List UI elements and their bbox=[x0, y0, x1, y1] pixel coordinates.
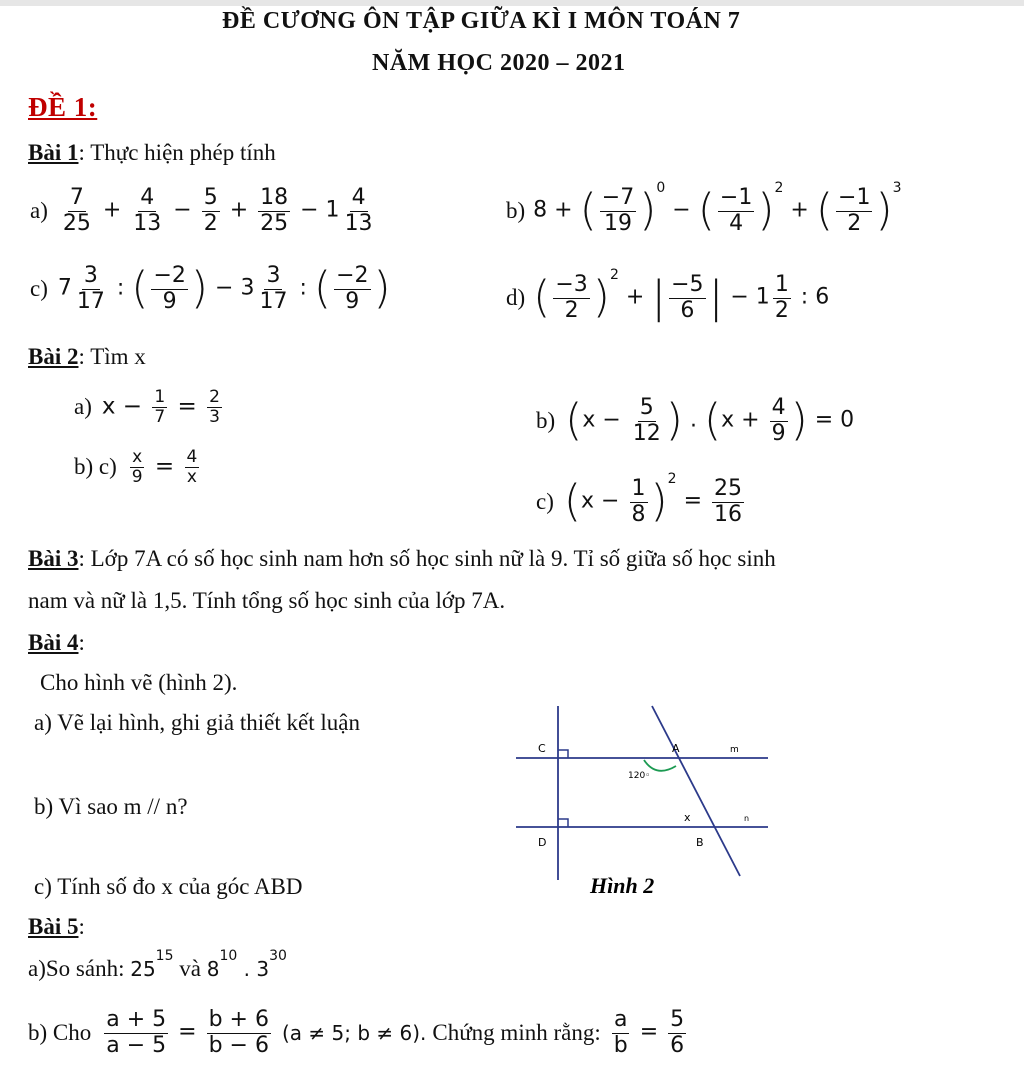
document-title: ĐỀ CƯƠNG ÔN TẬP GIỮA KÌ I MÔN TOÁN 7 bbox=[222, 8, 741, 34]
label-b: B bbox=[696, 836, 704, 849]
bai3-line2: nam và nữ là 1,5. Tính tổng số học sinh của lớp 7A. bbox=[28, 588, 506, 613]
bai4-c: c) Tính số đo x của góc ABD bbox=[34, 874, 303, 899]
bai1-c bbox=[30, 256, 391, 322]
bai5-b-condition: (a ≠ 5; b ≠ 6). bbox=[281, 1021, 427, 1045]
label-n: n bbox=[744, 814, 750, 823]
school-year: NĂM HỌC 2020 – 2021 bbox=[372, 50, 626, 76]
bai5-b bbox=[28, 998, 689, 1068]
bai4-colon: : bbox=[78, 630, 85, 655]
bai5-colon: : bbox=[78, 914, 85, 939]
bai2-c-label: c) bbox=[536, 489, 554, 514]
label-m: m bbox=[730, 745, 739, 755]
bai5-label: Bài 5 bbox=[28, 914, 79, 939]
bai5-heading bbox=[28, 914, 85, 940]
bai5-a-exp3: 30 bbox=[269, 948, 287, 964]
figure-caption: Hình 2 bbox=[590, 873, 655, 898]
bai5-b-prefix: b) Cho bbox=[28, 1020, 92, 1045]
bai4-heading bbox=[28, 630, 85, 656]
bai3-line1 bbox=[28, 546, 776, 572]
bai5-a-dot: . bbox=[237, 957, 257, 981]
bai1-b bbox=[506, 178, 902, 244]
bai5-b-result: $\frac{a}{b}$ = $\frac{5}{6}$ bbox=[613, 1007, 685, 1058]
bai1-b-label: b) bbox=[506, 198, 526, 223]
bai2-label: Bài 2 bbox=[28, 344, 79, 369]
bai2-bc bbox=[74, 442, 202, 492]
geometry-figure bbox=[510, 700, 780, 900]
bai1-c-label: c) bbox=[30, 276, 48, 301]
bai5-a-prefix: a)So sánh: bbox=[28, 956, 131, 981]
label-x: x bbox=[684, 811, 691, 824]
bai5-a-exp2: 10 bbox=[219, 948, 238, 964]
label-a: A bbox=[672, 742, 680, 755]
bai5-a-exp1: 15 bbox=[155, 948, 174, 964]
bai5-a-and: và bbox=[173, 956, 207, 981]
bai2-b bbox=[536, 388, 854, 454]
bai2-b-expr: (x − $\frac{5}{12}$ ) . (x + $\frac{4}{9}$ ) = 0 bbox=[565, 395, 855, 446]
label-c: C bbox=[538, 742, 546, 755]
bai1-heading bbox=[28, 140, 276, 166]
bai1-label: Bài 1 bbox=[28, 140, 79, 165]
top-edge bbox=[0, 0, 1024, 6]
bai2-b-label: b) bbox=[536, 408, 556, 433]
bai5-a-base3: 3 bbox=[256, 957, 270, 981]
bai1-a-label: a) bbox=[30, 198, 48, 223]
bai2-a bbox=[74, 384, 225, 430]
bai4-label: Bài 4 bbox=[28, 630, 79, 655]
bai1-text: : Thực hiện phép tính bbox=[78, 140, 276, 165]
bai2-c-expr: (x − $\frac{1}{8}$ )$^2$ = $\frac{25}{16}$ bbox=[563, 471, 743, 527]
exam-label: ĐỀ 1: bbox=[28, 92, 98, 122]
bai1-a bbox=[30, 180, 378, 242]
bai2-bc-expr: $\frac{x}{9}$ = $\frac{4}{x}$ bbox=[131, 446, 198, 487]
bai1-b-expr: 8 + ( $\frac{-7}{19}$ )$^0$ − ( $\frac{-1}{4}$ )$^2$ + ( $\frac{-1}{2}$ )$^3$ bbox=[533, 180, 902, 236]
bai5-a-base1: 25 bbox=[130, 957, 156, 981]
bai1-d-expr: ( $\frac{-3}{2}$ )$^2$ + | $\frac{-5}{6}$ | − 1 $\frac{1}{2}$ : 6 bbox=[533, 267, 830, 323]
right-angle-c bbox=[558, 750, 568, 758]
bai2-a-label: a) bbox=[74, 394, 92, 419]
bai2-a-expr: x − $\frac{1}{7}$ = $\frac{2}{3}$ bbox=[101, 386, 220, 427]
bai2-text: : Tìm x bbox=[78, 344, 146, 369]
bai4-b: b) Vì sao m // n? bbox=[34, 794, 188, 819]
bai2-heading bbox=[28, 344, 146, 370]
bai2-c bbox=[536, 468, 747, 536]
bai2-bc-label: b) c) bbox=[74, 454, 117, 479]
right-angle-d bbox=[558, 819, 568, 827]
bai5-b-expr: $\frac{a + 5}{a - 5}$ = $\frac{b + 6}{b - 6}$ bbox=[106, 1007, 269, 1058]
bai5-a bbox=[28, 948, 287, 982]
label-angle-120: 120◦ bbox=[628, 771, 651, 781]
label-d: D bbox=[538, 836, 547, 849]
bai4-a: a) Vẽ lại hình, ghi giả thiết kết luận bbox=[34, 710, 360, 735]
bai5-a-base2: 8 bbox=[206, 957, 220, 981]
bai3-text-1: : Lớp 7A có số học sinh nam hơn số học sinh nữ là 9. Tỉ số giữa số học sinh bbox=[78, 546, 776, 571]
bai3-label: Bài 3 bbox=[28, 546, 79, 571]
bai1-d bbox=[506, 262, 829, 334]
bai1-d-label: d) bbox=[506, 285, 526, 310]
bai4-intro: Cho hình vẽ (hình 2). bbox=[40, 670, 238, 695]
bai5-b-prove: Chứng minh rằng: bbox=[432, 1020, 601, 1045]
bai1-a-expr: $\frac{7}{25}$ + $\frac{4}{13}$ − $\frac{5}{2}$ + $\frac{18}{25}$ − 1 $\frac{4}{13}$ bbox=[62, 185, 373, 236]
bai1-c-expr: 7 $\frac{3}{17}$ : ( $\frac{-2}{9}$ ) − 3 $\frac{3}{17}$ : ( $\frac{-2}{9}$ ) bbox=[57, 263, 391, 314]
transversal-line bbox=[652, 706, 740, 876]
angle-arc bbox=[644, 760, 676, 771]
